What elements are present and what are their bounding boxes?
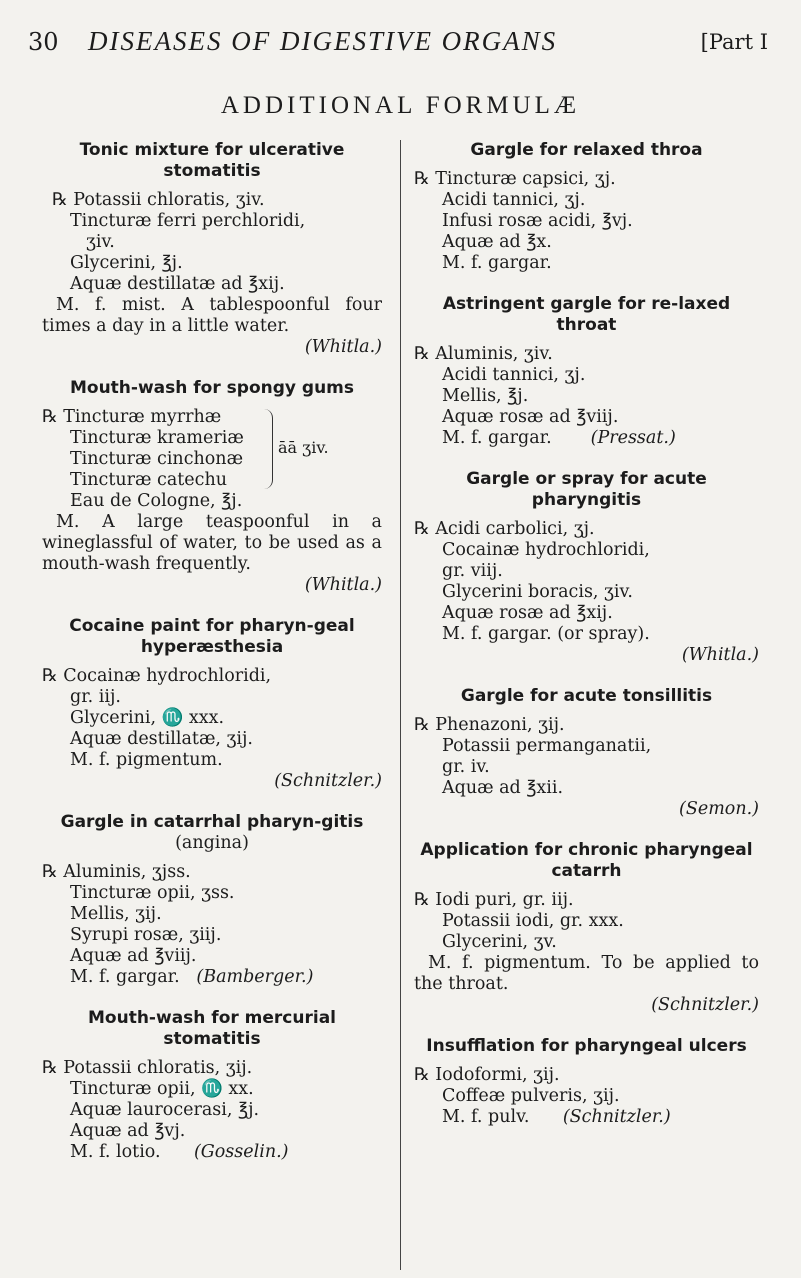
formula-line: Mellis, ℥j. (442, 386, 529, 406)
formula-mouth-wash-gums (42, 378, 382, 596)
formula-subtitle: (angina) (175, 833, 249, 853)
formula-line: Infusi rosæ acidi, ℥vj. (442, 211, 633, 231)
formula-title: Gargle for acute tonsillitis (460, 686, 713, 706)
column-divider (400, 140, 401, 1270)
formula-line (42, 967, 382, 988)
formula-attribution: (Schnitzler.) (274, 771, 382, 791)
formula-line: Tincturæ catechu (70, 470, 227, 490)
formula-gargle-acute-pharyngitis (414, 469, 759, 666)
formula-title: Insufflation for pharyngeal ulcers (426, 1036, 747, 1056)
formula-line: Acidi tannici, ʒj. (442, 190, 586, 210)
formula-line: ℞ Aluminis, ʒjss. (42, 862, 191, 882)
formula-attribution: (Schnitzler.) (651, 995, 759, 1015)
formula-attribution: (Pressat.) (590, 428, 676, 448)
formula-line: gr. iv. (442, 757, 490, 777)
formula-line (414, 1107, 759, 1128)
formula-line: Coffeæ pulveris, ʒij. (442, 1086, 620, 1106)
formula-title: Gargle for relaxed throa (470, 140, 703, 160)
formula-line: Cocainæ hydrochloridi, (442, 540, 650, 560)
formula-astringent-gargle (414, 294, 759, 449)
formula-line: Aquæ ad ℥viij. (70, 946, 197, 966)
formula-line: gr. iij. (70, 687, 121, 707)
formula-line: Aquæ ad ℥vj. (70, 1121, 186, 1141)
formula-title: Application for chronic pharyngeal catarrh (420, 840, 753, 881)
formula-attribution: (Gosselin.) (193, 1142, 289, 1162)
formula-insufflation (414, 1036, 759, 1128)
formula-line: Aquæ destillatæ ad ℥xij. (70, 274, 285, 294)
formula-line: ℞ Cocainæ hydrochloridi, (42, 666, 272, 686)
formula-line-text: M. f. pulv. (442, 1107, 530, 1127)
formula-line (414, 428, 759, 449)
formula-line: Aquæ rosæ ad ℥viij. (442, 407, 619, 427)
formula-application-catarrh (414, 840, 759, 1016)
formula-gargle-catarrhal (42, 812, 382, 988)
formula-line: Glycerini, ♏ xxx. (70, 708, 225, 728)
formula-line: Glycerini, ℥j. (70, 253, 183, 273)
formula-directions: M. f. mist. A tablespoonful four times a day in a little water. (42, 295, 382, 336)
formula-line: Tincturæ ferri perchloridi, (70, 211, 306, 231)
formula-tonic-mixture (42, 140, 382, 358)
formula-title: Gargle in catarrhal pharyn-gitis (60, 812, 364, 832)
formula-line: Glycerini boracis, ʒiv. (442, 582, 633, 602)
formula-line: Tincturæ cinchonæ (70, 449, 244, 469)
formula-line: Tincturæ opii, ʒss. (70, 883, 235, 903)
brace-quantity: āā ʒiv. (278, 438, 329, 457)
formula-line: Tincturæ krameriæ (70, 428, 244, 448)
formula-line: ℞ Tincturæ capsici, ʒj. (414, 169, 616, 189)
formula-title: Gargle or spray for acute pharyngitis (466, 469, 707, 510)
formula-title: Tonic mixture for ulcerative stomatitis (79, 140, 345, 181)
formula-line: M. f. gargar. (442, 253, 552, 273)
formula-title: Astringent gargle for re-laxed throat (442, 294, 731, 335)
formula-line: Potassii permanganatii, (442, 736, 652, 756)
formula-line: M. f. gargar. (or spray). (442, 624, 650, 644)
part-label: [Part I (700, 30, 768, 54)
formula-attribution: (Whitla.) (681, 645, 759, 665)
formula-line: ʒiv. (86, 232, 115, 252)
formula-line: Tincturæ opii, ♏ xx. (70, 1079, 254, 1099)
formula-line: ℞ Iodi puri, gr. iij. (414, 890, 574, 910)
formula-line: ℞ Iodoformi, ʒij. (414, 1065, 560, 1085)
section-title: ADDITIONAL FORMULÆ (220, 92, 581, 119)
brace-icon (264, 409, 273, 489)
formula-line: gr. viij. (442, 561, 503, 581)
formula-attribution: (Whitla.) (304, 575, 382, 595)
formula-line: ℞ Potassii chloratis, ʒiv. (52, 190, 265, 210)
formula-directions: M. f. pigmentum. To be applied to the throat. (414, 953, 759, 994)
formula-title: Cocaine paint for pharyn-geal hyperæsthesia (69, 616, 355, 657)
formula-line: Acidi tannici, ʒj. (442, 365, 586, 385)
formula-directions: M. A large teaspoonful in a wineglassful of water, to be used as a mouth-wash frequently. (42, 512, 382, 574)
formula-line-text: M. f. gargar. (442, 428, 552, 448)
formula-line: M. f. pigmentum. (70, 750, 223, 770)
formula-gargle-tonsillitis (414, 686, 759, 820)
formula-line: Aquæ ad ℥xii. (442, 778, 564, 798)
page-header (28, 26, 768, 66)
formula-line: Aquæ laurocerasi, ℥j. (70, 1100, 260, 1120)
formula-line-text: M. f. lotio. (70, 1142, 161, 1162)
running-title: DISEASES OF DIGESTIVE ORGANS (88, 26, 558, 56)
formula-gargle-relaxed (414, 140, 759, 274)
formula-attribution: (Whitla.) (304, 337, 382, 357)
formula-line: Potassii iodi, gr. xxx. (442, 911, 624, 931)
formula-line: Aquæ destillatæ, ʒij. (70, 729, 253, 749)
formula-cocaine-paint (42, 616, 382, 792)
formula-line: Eau de Cologne, ℥j. (70, 491, 243, 511)
formula-attribution: (Bamberger.) (196, 967, 314, 987)
formula-title: Mouth-wash for spongy gums (69, 378, 355, 398)
formula-line: ℞ Potassii chloratis, ʒij. (42, 1058, 253, 1078)
left-column (42, 140, 382, 1183)
formula-line (42, 1142, 382, 1163)
formula-line: ℞ Tincturæ myrrhæ (42, 407, 222, 427)
formula-line: ℞ Phenazoni, ʒij. (414, 715, 565, 735)
formula-line: ℞ Aluminis, ʒiv. (414, 344, 553, 364)
formula-mouth-wash-mercurial (42, 1008, 382, 1163)
formula-line: Mellis, ʒij. (70, 904, 162, 924)
formula-line: Aquæ ad ℥x. (442, 232, 552, 252)
formula-attribution: (Schnitzler.) (562, 1107, 671, 1127)
right-column (414, 140, 759, 1148)
formula-attribution: (Semon.) (679, 799, 759, 819)
formula-line: Glycerini, ʒv. (442, 932, 557, 952)
formula-line-text: M. f. gargar. (70, 967, 180, 987)
page-number: 30 (28, 28, 59, 56)
brace-group (42, 407, 382, 491)
formula-title: Mouth-wash for mercurial stomatitis (88, 1008, 336, 1049)
formula-line: Aquæ rosæ ad ℥xij. (442, 603, 613, 623)
formula-line: Syrupi rosæ, ʒiij. (70, 925, 222, 945)
formula-line: ℞ Acidi carbolici, ʒj. (414, 519, 595, 539)
